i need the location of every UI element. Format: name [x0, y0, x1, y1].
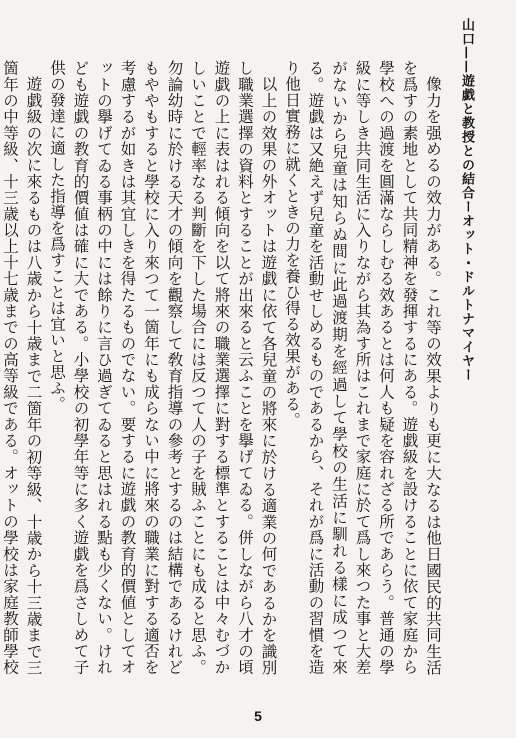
body-text	[1, 60, 444, 676]
running-header: 山口——遊戯と教授との結合ーオット・ドルトナマイヤー	[459, 18, 474, 382]
page-number: 5	[254, 708, 262, 724]
paragraph: 以上の效果の外オットは遊戯に依て各兒童の將來に於ける適業の何であるかを識別し職業選擇の資料とすることが出來ると云ふことを擧げてゐる。併しながら八才の頃遊戯の上に表はれる傾向を以て將來の職業選擇に對する標準とすることは中々むづかしいことで輕率なる判斷を下した場合には反つて人の子を賊ふことにも成ると思ふ。勿論幼時に於ける天才の傾向を觀察して敎育指導の參考とするのは結構であるけれどもややもすると學校に入り來つて一箇年にも成らない中に將來の職業に對する適否を考慮するが如きは其宜しきを得たるものでない。要するに遊戯の教育的價値としてオットの擧げてゐる事柄の中には餘りに言ひ過ぎてゐると思はれる點も少くない。けれども遊戯の教育的價値は確に大である。小學校の初學年等に多く遊戯を爲さしめて子供の發達に適した指導を爲すことは宜いと思ふ。	[48, 60, 278, 675]
paragraph: 遊戯級の次に來るものは八歳から十歳まで二箇年の初等級、十歳から十三歳まで三箇年の中等級、十三歳以上十七歳までの高等級である。オットの學校は家庭教師學校	[1, 60, 43, 675]
paragraph: 像力を强めるの效力がある。これ等の效果よりも更に大なるは他日國民的共同生活を爲すの素地として共同精神を發揮するにある。遊戯級を設けることに依て家庭から學校への過渡を圓滿ならしむる效あるとは何人も疑を容れざる所であらう。普通の學級に等しき共同生活に入りながら其為す所はこれまで家庭に於て爲し來つた事と大差がないから兒童は知らぬ間に此過渡期を經過して學校の生活に馴れる樣に成つて來る。遊戯は又絶えず兒童を活動せしめるものであるから、それが爲に活動の習慣を造り他日實務に就くときの力を養ひ得る效果がある。	[283, 60, 442, 676]
